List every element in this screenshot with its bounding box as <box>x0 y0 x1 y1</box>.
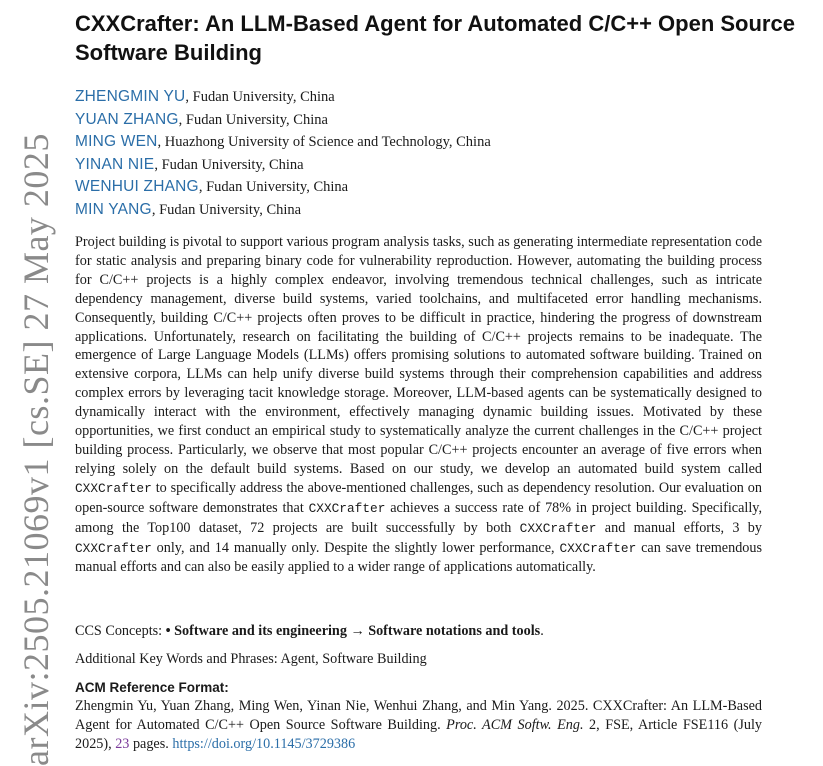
citation-text: 2, FSE, Article FSE116 (July 2025), <box>75 716 762 752</box>
author-entry <box>75 131 795 154</box>
abstract <box>75 233 762 577</box>
keywords <box>75 650 762 669</box>
ccs-end: . <box>540 623 544 639</box>
author-name: YUAN ZHANG <box>75 110 179 128</box>
keywords-value: Agent, Software Building <box>280 651 427 667</box>
doi-link[interactable]: https://doi.org/10.1145/3729386 <box>172 735 356 752</box>
citation-text: pages. <box>129 735 173 752</box>
ccs-arrow: → <box>346 623 369 639</box>
author-name: MIN YANG <box>75 200 152 218</box>
acm-reference-text <box>75 697 762 754</box>
author-affiliation: , Fudan University, China <box>185 89 335 105</box>
author-list <box>75 86 795 222</box>
journal-name: Proc. ACM Softw. Eng. <box>446 716 584 733</box>
abstract-text: achieves a success rate of 78% in project building. Specifically, among the Top100 dataset, 72 projects are built successfully by both <box>75 499 763 536</box>
author-entry <box>75 199 795 222</box>
ccs-label: CCS Concepts: <box>75 623 166 639</box>
ccs-concepts <box>75 622 762 641</box>
author-affiliation: , Huazhong University of Science and Technology, China <box>157 134 491 151</box>
tool-name: CXXCrafter <box>308 500 386 516</box>
tool-name: CXXCrafter <box>559 540 637 556</box>
paper-title: CXXCrafter: An LLM-Based Agent for Automated C/C++ Open Source Software Building <box>75 11 795 65</box>
ccs-concept: Software and its engineering <box>174 623 347 639</box>
abstract-text: can save tremendous manual efforts and can also be easily applied to a wider range of applications automatically. <box>75 539 762 576</box>
author-entry <box>75 86 795 109</box>
author-entry <box>75 176 795 199</box>
ccs-bullet: • <box>165 623 175 639</box>
author-affiliation: , Fudan University, China <box>154 156 304 173</box>
citation-text: Zhengmin Yu, Yuan Zhang, Ming Wen, Yinan Nie, Wenhui Zhang, and Min Yang. 2025. CXXCrafter: An LLM-Based Agent for Automated C/C++ Open Source Software Building. <box>75 698 762 733</box>
author-affiliation: , Fudan University, China <box>198 179 349 196</box>
author-entry <box>75 154 795 177</box>
ccs-concept: Software notations and tools <box>368 623 541 639</box>
author-name: ZHENGMIN YU <box>75 88 186 105</box>
author-name: YINAN NIE <box>75 155 155 173</box>
abstract-text: Project building is pivotal to support various program analysis tasks, such as generating intermediate representation code for static analysis and preparing binary code for vulnerability reproduction. However, automating the building process for C/C++ projects is a highly complex endeavor, involving tremendous technical challenges, such as intricate dependency management, diverse build systems, varied toolchains, and multifaceted error handling mechanisms. Consequently, building C/C++ projects often proves to be difficult in practice, hindering the progress of downstream applications. Unfortunately, research on facilitating the building of C/C++ projects remains to be inadequate. The emergence of Large Language Models (LLMs) offers promising solutions to automated software building. Trained on extensive corpora, LLMs can help unify diverse build systems through their comprehension capabilities and address complex errors by leveraging tacit knowledge storage. Moreover, LLM-based agents can be systematically designed to dynamically interact with the environment, effectively managing dynamic building issues. Motivated by these opportunities, we first conduct an empirical study to systematically analyze the current challenges in the C/C++ project building process. Particularly, we observe that most popular C/C++ projects encounter an average of five errors when relying solely on the default build systems. Based on our study, we develop an automated build system called <box>75 234 762 477</box>
arxiv-identifier-stamp: arXiv:2505.21069v1 [cs.SE] 27 May 2025 <box>16 133 56 766</box>
author-name: WENHUI ZHANG <box>75 178 199 196</box>
keywords-label: Additional Key Words and Phrases: <box>75 651 281 667</box>
tool-name: CXXCrafter <box>75 540 152 556</box>
author-name: MING WEN <box>75 133 158 151</box>
tool-name: CXXCrafter <box>75 480 152 496</box>
author-affiliation: , Fudan University, China <box>178 111 328 128</box>
page-count-link[interactable]: 23 <box>115 735 130 752</box>
abstract-text: only, and 14 manually only. Despite the slightly lower performance, <box>151 539 560 556</box>
acm-reference-heading: ACM Reference Format: <box>75 680 229 695</box>
author-entry <box>75 109 795 132</box>
abstract-text: and manual efforts, 3 by <box>596 519 762 536</box>
author-affiliation: , Fudan University, China <box>151 201 302 218</box>
tool-name: CXXCrafter <box>519 520 597 536</box>
abstract-text: to specifically address the above-mentioned challenges, such as dependency resolution. Our evaluation on open-source software demonstrates that <box>75 479 762 516</box>
